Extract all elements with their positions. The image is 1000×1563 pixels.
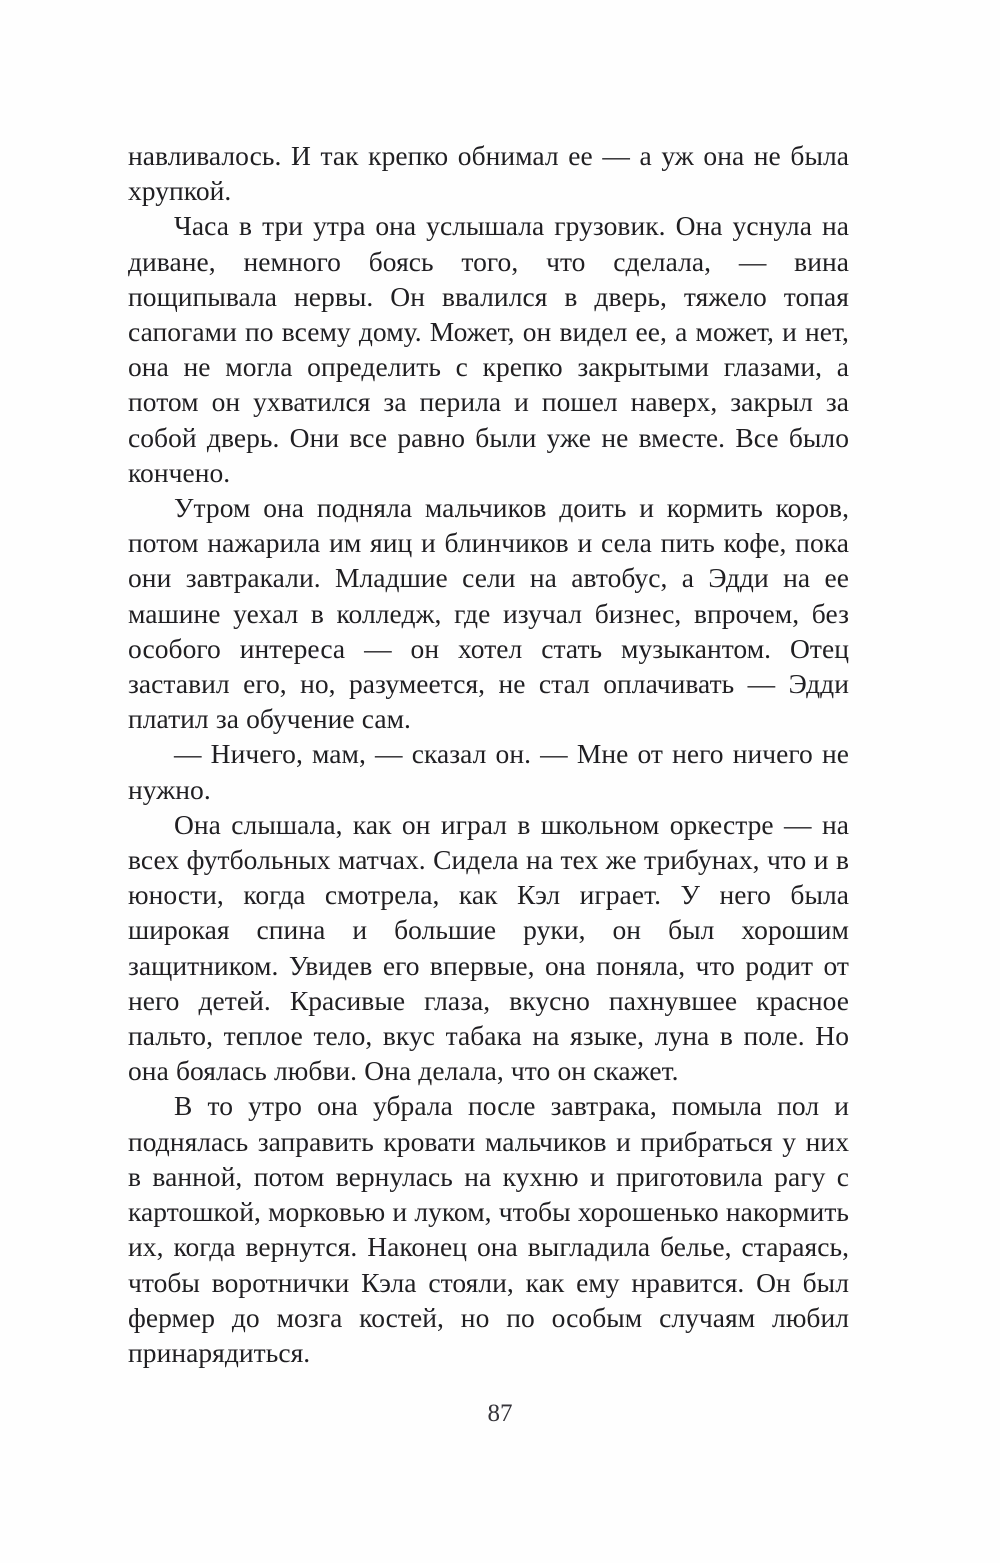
paragraph: Утром она подняла мальчиков доить и кормить коров, потом нажарила им яиц и блинчиков и села пить кофе, пока они завтракали. Младшие сели на автобус, а Эдди на ее машине уехал в колледж, где изучал бизнес, впрочем, без особого интереса — он хотел стать музыкантом. Отец заставил его, но, разумеется, не стал оплачивать — Эдди платил за обучение сам. (128, 492, 849, 735)
paragraph: Она слышала, как он играл в школьном оркестре — на всех футбольных матчах. Сидела на тех же трибунах, что и в юности, когда смотрела, как Кэл играет. У него была широкая спина и большие руки, он был хорошим защитником. Увидев его впервые, она поняла, что родит от него детей. Красивые глаза, вкусно пахнувшее красное пальто, теплое тело, вкус табака на языке, луна в поле. Но она боялась любви. Она делала, что он скажет. (128, 808, 849, 1087)
paragraph: навливалось. И так крепко обнимал ее — а уж она не была хрупкой. (128, 140, 849, 207)
page-text-block (128, 138, 849, 1370)
paragraph: Часа в три утра она услышала грузовик. Она уснула на диване, немного боясь того, что сделала, — вина пощипывала нервы. Он ввалился в дверь, тяжело топая сапогами по всему дому. Может, он видел ее, а может, и нет, она не могла определить с крепко закрытыми глазами, а потом он ухватился за перила и пошел наверх, закрыл за собой дверь. Они все равно были уже не вместе. Все было кончено. (128, 210, 849, 488)
page-number: 87 (487, 1400, 513, 1427)
paragraph: В то утро она убрала после завтрака, помыла пол и поднялась заправить кровати мальчиков и прибраться у них в ванной, потом вернулась на кухню и приготовила рагу с картошкой, морковью и луком, чтобы хорошенько накормить их, когда вернутся. Наконец она выгладила белье, стараясь, чтобы воротнички Кэла стояли, как ему нравится. Он был фермер до мозга костей, но по особым случаям любил принарядиться. (128, 1090, 849, 1368)
paragraph: — Ничего, мам, — сказал он. — Мне от него ничего не нужно. (128, 738, 849, 805)
